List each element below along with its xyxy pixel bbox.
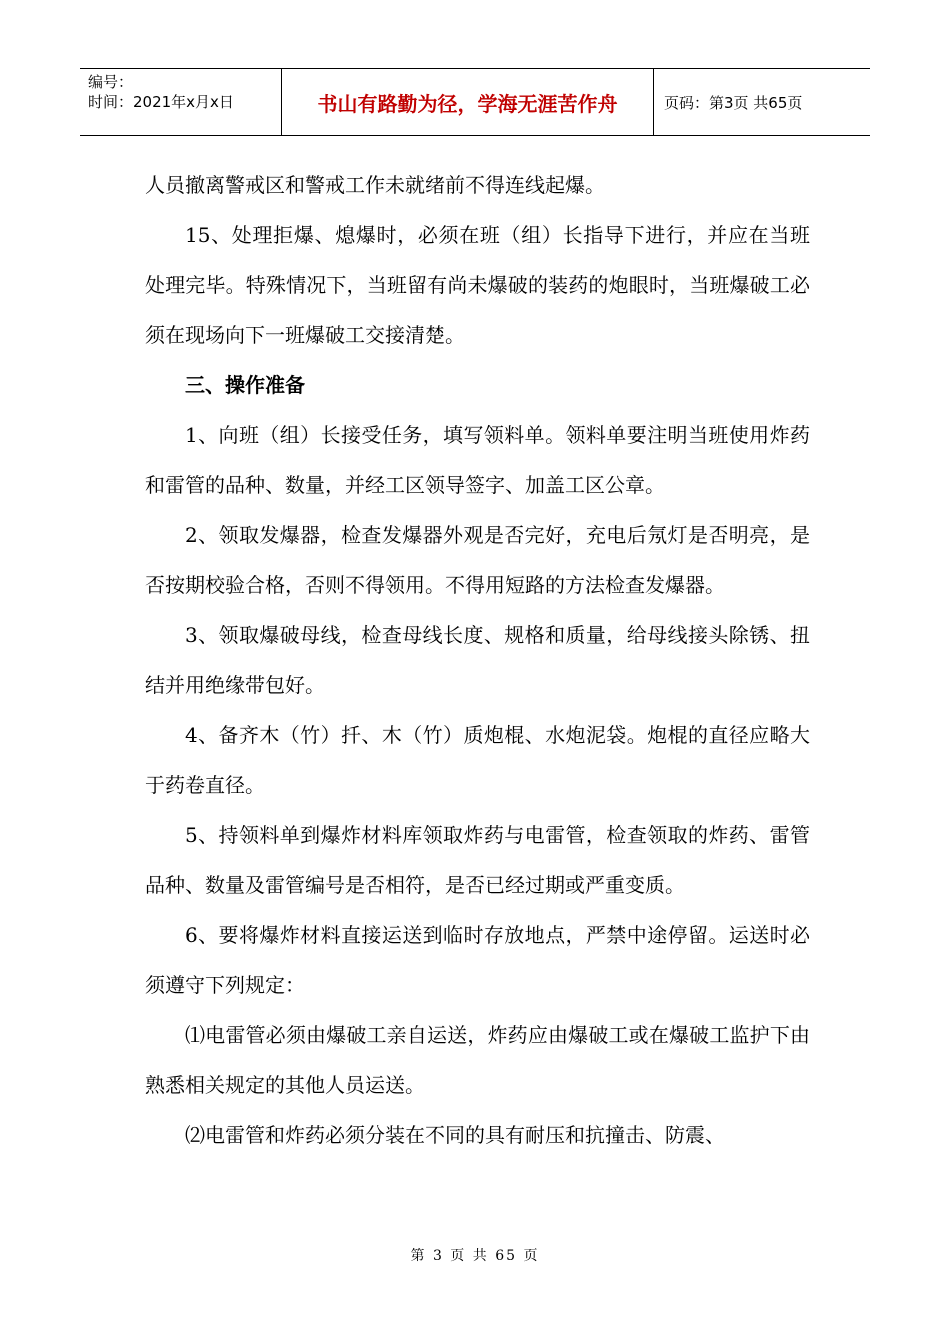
document-body [145,160,810,1160]
number-label: 编号： [88,73,134,91]
paragraph: 4、备齐木（竹）扦、木（竹）质炮棍、水炮泥袋。炮棍的直径应略大于药卷直径。 [145,723,810,797]
header-page-info: 页码：第3页 共65页 [664,93,803,112]
header-meta [80,69,282,135]
page-footer: 第 3 页 共 65 页 [410,1248,540,1264]
paragraph: ⑴电雷管必须由爆破工亲自运送，炸药应由爆破工或在爆破工监护下由熟悉相关规定的其他人员运送。 [145,1023,810,1097]
paragraph: 3、领取爆破母线，检查母线长度、规格和质量，给母线接头除锈、扭结并用绝缘带包好。 [145,623,810,697]
paragraph: ⑵电雷管和炸药必须分装在不同的具有耐压和抗撞击、防震、 [185,1123,725,1147]
document-header [80,68,870,136]
paragraph: 15、处理拒爆、熄爆时，必须在班（组）长指导下进行，并应在当班处理完毕。特殊情况下，当班留有尚未爆破的装药的炮眼时，当班爆破工必须在现场向下一班爆破工交接清楚。 [145,223,810,347]
time-label: 时间：2021年x月x日 [88,93,234,111]
paragraph: 2、领取发爆器，检查发爆器外观是否完好，充电后氖灯是否明亮，是否按期校验合格，否则不得领用。不得用短路的方法检查发爆器。 [145,523,810,597]
section-heading: 三、操作准备 [185,373,305,397]
paragraph: 人员撤离警戒区和警戒工作未就绪前不得连线起爆。 [145,173,605,197]
header-motto: 书山有路勤为径，学海无涯苦作舟 [282,69,654,135]
paragraph: 6、要将爆炸材料直接运送到临时存放地点，严禁中途停留。运送时必须遵守下列规定： [145,923,810,997]
paragraph: 5、持领料单到爆炸材料库领取炸药与电雷管，检查领取的炸药、雷管品种、数量及雷管编号是否相符，是否已经过期或严重变质。 [145,823,810,897]
paragraph: 1、向班（组）长接受任务，填写领料单。领料单要注明当班使用炸药和雷管的品种、数量，并经工区领导签字、加盖工区公章。 [145,423,810,497]
